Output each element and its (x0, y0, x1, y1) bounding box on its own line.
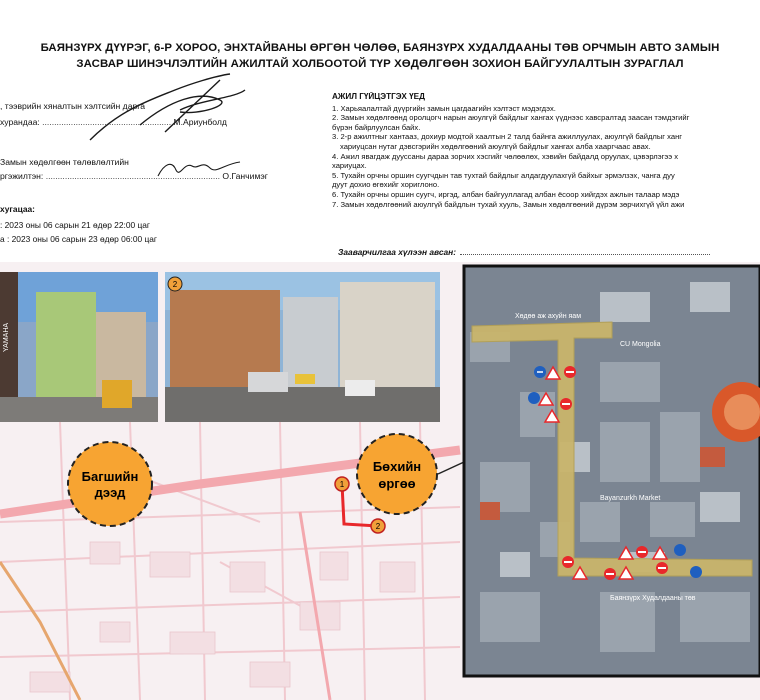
map-area (0, 262, 760, 700)
instruction-item: дуут дохио өгөхийг хориглоно. (332, 180, 440, 190)
sat-label-4: Баянзүрх Худалдааны төв (610, 595, 696, 602)
sat-label-2: CU Mongolia (620, 341, 661, 348)
acknowledgement (338, 247, 710, 257)
photo-1-sign: YAMAHA (3, 322, 10, 352)
satellite-inset (464, 266, 760, 676)
svg-text:2: 2 (375, 522, 381, 531)
approval-line-1: , тээврийн хяналтын хэлтсийн дарга (0, 101, 145, 111)
svg-text:өргөө: өргөө (378, 476, 416, 491)
sat-label-1: Хөдөө аж ахуйн яам (515, 313, 582, 320)
signature-2 (154, 156, 244, 182)
title-line-1: БАЯНЗҮРХ ДҮҮРЭГ, 6-Р ХОРОО, ЭНХТАЙВАНЫ ӨРГӨН ЧӨЛӨӨ, БАЯНЗҮРХ ХУДАЛДААНЫ ТӨВ ОРЧМЫН АВТО ЗАМЫН (40, 42, 720, 54)
acknowledgement-label: Зааварчилгаа хүлээн авсан: (338, 247, 457, 257)
instruction-item: 1. Харьяалалтай дүүргийн замын цагдаагийн хэлтэст мэдэгдэх. (332, 103, 556, 113)
sat-label-3: Bayanzurkh Market (600, 495, 661, 502)
instruction-item: хариуцах. (332, 161, 367, 171)
dotted-line: ...................................................... (42, 117, 174, 127)
title-line-2: ЗАСВАР ШИНЭЧЛЭЛТИЙН АЖИЛТАЙ ХОЛБООТОЙ ТҮР ХӨДӨЛГӨӨН ЗОХИОН БАЙГУУЛАЛТЫН ЗУРАГЛАЛ (76, 58, 684, 70)
svg-text:2: 2 (172, 280, 178, 289)
specialist-name: О.Ганчимэг (222, 171, 268, 181)
instructions-block (332, 92, 760, 209)
instruction-item: бүрэн байрлуулсан байх. (332, 122, 421, 132)
dotted-line-2: ......................................................................... (45, 171, 223, 181)
instruction-item: 2. Замын хөдөлгөөнд оролцогч нарын аюулгүй байдлыг хангах үүднээс хавсралтад заасан тэмдэгийг (332, 113, 690, 123)
site-photo-1 (0, 272, 158, 422)
route-marker-2 (371, 519, 385, 533)
approval-rank: хурандаа: (0, 117, 40, 127)
svg-text:Багшийн: Багшийн (81, 469, 139, 484)
period-label: хугацаа: (0, 204, 35, 214)
approver-name: М.Ариунболд (173, 117, 227, 127)
instruction-item: хариуцсан нутаг дэвсгэрийн хөдөлгөөний аюулгүй байдлыг хангах алба хааргчаас авах. (340, 141, 651, 151)
instruction-item: 4. Ажил явагдаж дууссаны дараа зорчих хэсгийг чөлөөлөх, хэвийн байдалд оруулах, цэвэрлэгээ х (332, 151, 679, 161)
bagshiin-deed-badge (68, 442, 152, 526)
instruction-item: 6. Тухайн орчны оршин суугч, иргэд, албан байгууллагад албан ёсоор хийгдэх ажлын талаар мэдэ (332, 189, 680, 199)
period-start: : 2023 оны 06 сарын 21 өдөр 22:00 цаг (0, 220, 150, 230)
acknowledgement-line (460, 254, 710, 255)
document-title (0, 40, 760, 72)
instructions-heading: АЖИЛ ГҮЙЦЭТГЭХ ҮЕД (332, 92, 425, 101)
site-photo-2 (165, 272, 440, 422)
photo-1-number-badge (168, 277, 182, 291)
route-marker-1 (335, 477, 349, 491)
svg-text:дээд: дээд (94, 485, 126, 500)
svg-text:Бөхийн: Бөхийн (372, 459, 422, 474)
period-end: а : 2023 оны 06 сарын 23 өдөр 06:00 цаг (0, 234, 157, 244)
instruction-item: 3. 2-р ажилтныг хантааз, дохиур модтой хаалтын 2 талд байнга ажиллуулах, аюулгүй байдлыг ханг (332, 132, 683, 142)
bokhiin-urgoo-badge (357, 434, 437, 514)
instruction-item: 7. Замын хөдөлгөөний аюулгүй байдлын тухай хууль, Замын хөдөлгөөний дүрэм зөрчихгүй үйл ажи (332, 199, 685, 209)
specialist-title: ргэжилтэн: (0, 171, 44, 181)
instruction-item: 5. Тухайн орчны оршин суугчдын тав тухтай байдлыг алдагдуулахгүй байхыг эрмэлзэх, чанга дуу (332, 170, 675, 180)
signature-1 (80, 70, 250, 150)
approval-line-3: Замын хөдөлгөөн төлөвлөлтийн (0, 157, 129, 167)
svg-text:1: 1 (339, 480, 345, 489)
